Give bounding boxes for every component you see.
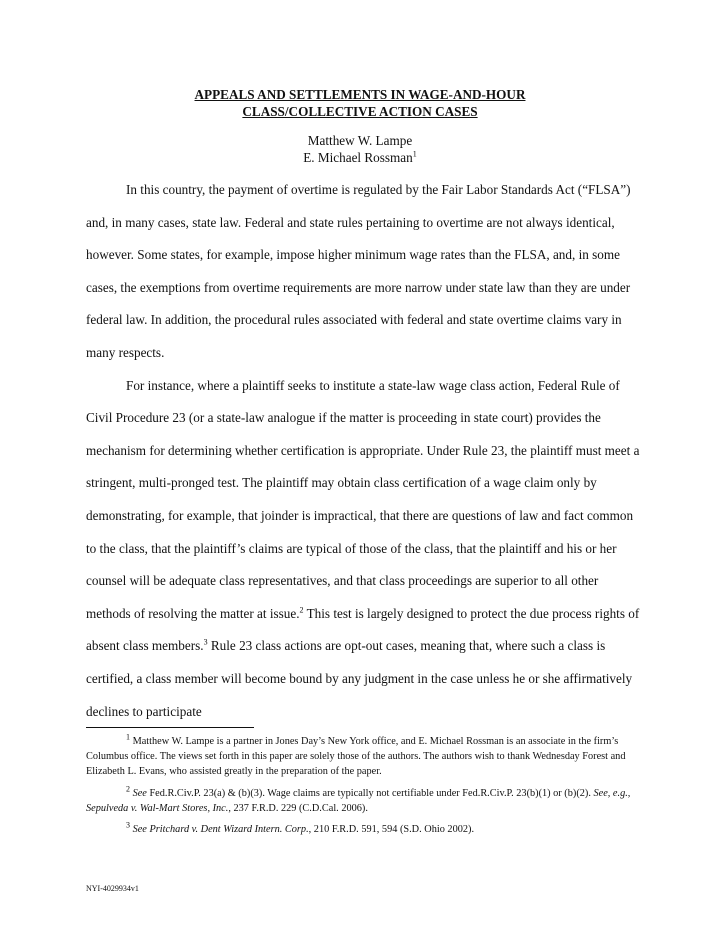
footnote-ref-2: 2 bbox=[299, 605, 304, 615]
footnote-2-text-2: , 237 F.R.D. 229 (C.D.Cal. 2006). bbox=[228, 802, 368, 814]
footnote-3 bbox=[86, 822, 646, 837]
footnote-3-case-name: See Pritchard v. Dent Wizard Intern. Corp. bbox=[132, 824, 309, 836]
paragraph-2-text-a: For instance, where a plaintiff seeks to institute a state-law wage class action, Federal Rule of Civil Procedure 23 (or a state-law analogue if the matter is proceeding in state court) provides the mechanism for determining whether certification is appropriate. Under Rule 23, the plaintiff must meet a stringent, multi-pronged test. The plaintiff may obtain class certification of a wage claim only by demonstrating, for example, that joinder is impractical, that there are questions of law and fact common to the class, that the plaintiff’s claims are typical of those of the class, that the plaintiff and his or her counsel will be adequate class representatives, and that class proceedings are superior to all other methods of resolving the matter at issue. bbox=[86, 377, 640, 621]
body-text bbox=[86, 174, 646, 728]
author-2-name: E. Michael Rossman bbox=[303, 150, 413, 165]
footnote-2-text-1: Fed.R.Civ.P. 23(a) & (b)(3). Wage claims are typically not certifiable under Fed.R.Civ.P. 23(b)(1) or (b)(2). bbox=[146, 787, 594, 799]
paragraph-2 bbox=[86, 370, 646, 729]
footnote-ref-3: 3 bbox=[203, 637, 208, 647]
document-id: NYI-4029934v1 bbox=[86, 884, 139, 893]
footnote-3-text: , 210 F.R.D. 591, 594 (S.D. Ohio 2002). bbox=[308, 824, 475, 836]
author-1: Matthew W. Lampe bbox=[307, 133, 413, 148]
footnote-ref-1: 1 bbox=[412, 149, 417, 159]
paragraph-1-text: In this country, the payment of overtime is regulated by the Fair Labor Standards Act (“FLSA”) and, in many cases, state law. Federal and state rules pertaining to overtime are not always identical, however. Some states, for example, impose higher minimum wage rates than the FLSA, and, in some cases, the exemptions from overtime requirements are more narrow under state law than they are under federal law. In addition, the procedural rules associated with federal and state overtime claims vary in many respects. bbox=[86, 182, 631, 360]
paragraph-2-text-b: This test is largely designed to protect the due process rights of absent class members. bbox=[86, 605, 640, 654]
footnotes bbox=[86, 734, 646, 843]
footnote-divider bbox=[86, 727, 254, 728]
footnote-1-number: 1 bbox=[126, 732, 130, 742]
footnote-1 bbox=[86, 734, 646, 780]
footnote-2-signal: See bbox=[132, 787, 147, 799]
footnote-2-number: 2 bbox=[126, 784, 130, 794]
paragraph-2-text-c: Rule 23 class actions are opt-out cases, meaning that, where such a class is certified, a class member will become bound by any judgment in the case unless he or she affirmatively declines to participate bbox=[86, 638, 633, 719]
page-title bbox=[0, 86, 720, 120]
footnote-2 bbox=[86, 786, 646, 816]
title-line-2: CLASS/COLLECTIVE ACTION CASES bbox=[242, 104, 478, 119]
footnote-2-case-name: See, e.g., Sepulveda v. Wal-Mart Stores, Inc. bbox=[86, 787, 631, 814]
title-line-1: APPEALS AND SETTLEMENTS IN WAGE-AND-HOUR bbox=[194, 87, 526, 102]
author-2 bbox=[0, 149, 720, 166]
footnote-1-text: Matthew W. Lampe is a partner in Jones Day’s New York office, and E. Michael Rossman is an associate in the firm’s Columbus office. The views set forth in this paper are solely those of the authors. The authors wish to thank Wednesday Forest and Elizabeth L. Evans, who assisted greatly in the preparation of the paper. bbox=[86, 736, 626, 778]
paragraph-1 bbox=[86, 174, 646, 370]
footnote-3-number: 3 bbox=[126, 820, 130, 830]
author-block bbox=[0, 132, 720, 166]
